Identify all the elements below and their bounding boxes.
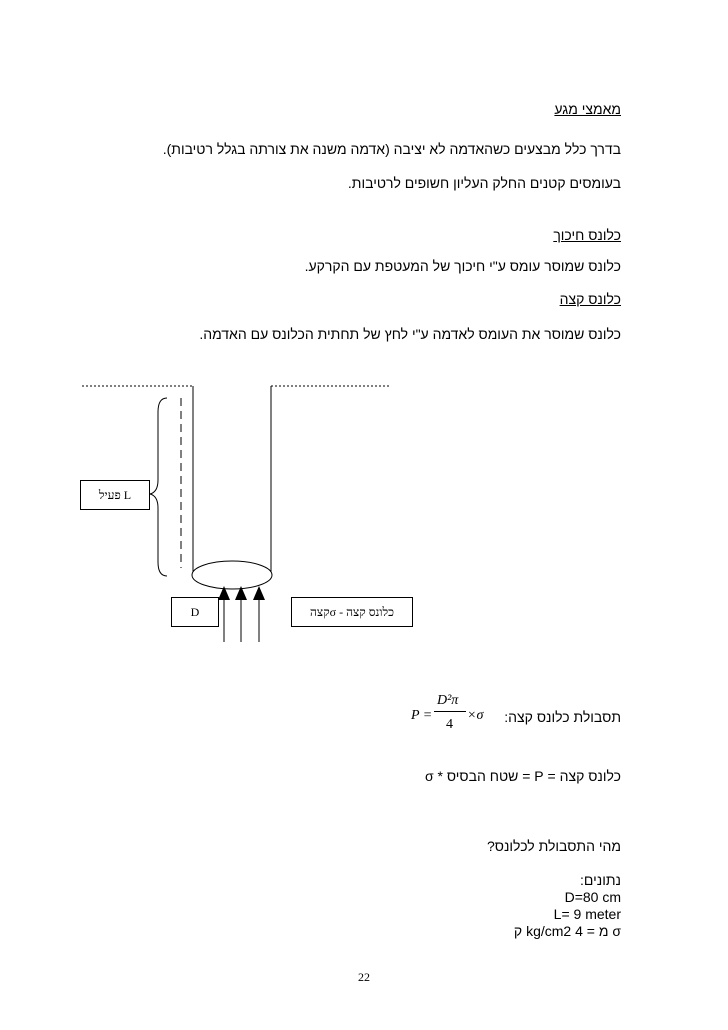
formula-times-sigma: ×σ bbox=[467, 708, 484, 723]
formula-lhs: P = bbox=[411, 708, 433, 723]
formula-denominator: 4 bbox=[446, 717, 453, 732]
formula-numerator: D²π bbox=[437, 693, 459, 708]
contact-line-2: בעומסים קטנים החלק העליון חשופים לרטיבות. bbox=[347, 175, 621, 191]
pile-base-ellipse bbox=[192, 561, 272, 589]
contact-stress-title: מאמצי מגע bbox=[554, 101, 621, 117]
arrow-head-3 bbox=[253, 586, 265, 600]
given-length: L= 9 meter bbox=[553, 906, 621, 922]
text-formula: כלונס קצה = P = שטח הבסיס * σ bbox=[425, 768, 621, 784]
end-bearing-text: כלונס קצה - σקצה bbox=[310, 605, 394, 619]
given-sigma: σ מ = 4 kg/cm2 ק bbox=[513, 923, 621, 939]
fraction-bar bbox=[434, 711, 466, 712]
length-brace bbox=[150, 398, 167, 576]
diameter-text: D bbox=[190, 605, 200, 619]
effective-length-label bbox=[80, 480, 150, 510]
page-number: 22 bbox=[358, 970, 370, 984]
given-diameter: D=80 cm bbox=[564, 889, 621, 905]
end-bearing-label bbox=[291, 597, 413, 627]
end-bearing-pile-line: כלונס שמוסר את העומס לאדמה ע"י לחץ של תחתית הכלונס עם האדמה. bbox=[199, 326, 621, 342]
effective-length-text: L פעיל bbox=[98, 488, 132, 502]
end-bearing-pile-title: כלונס קצה bbox=[559, 291, 621, 307]
given-title: נתונים: bbox=[580, 872, 621, 888]
formula-label: תסבולת כלונס קצה: bbox=[504, 709, 621, 725]
question-text: מהי התסבולת לכלונס? bbox=[487, 838, 621, 854]
contact-line-1: בדרך כלל מבצעים כשהאדמה לא יציבה (אדמה משנה את צורתה בגלל רטיבות). bbox=[162, 141, 621, 157]
friction-pile-line: כלונס שמוסר עומס ע"י חיכוך של המעטפת עם הקרקע. bbox=[304, 258, 621, 274]
friction-pile-title: כלונס חיכוך bbox=[553, 227, 621, 243]
diameter-label bbox=[171, 597, 219, 627]
